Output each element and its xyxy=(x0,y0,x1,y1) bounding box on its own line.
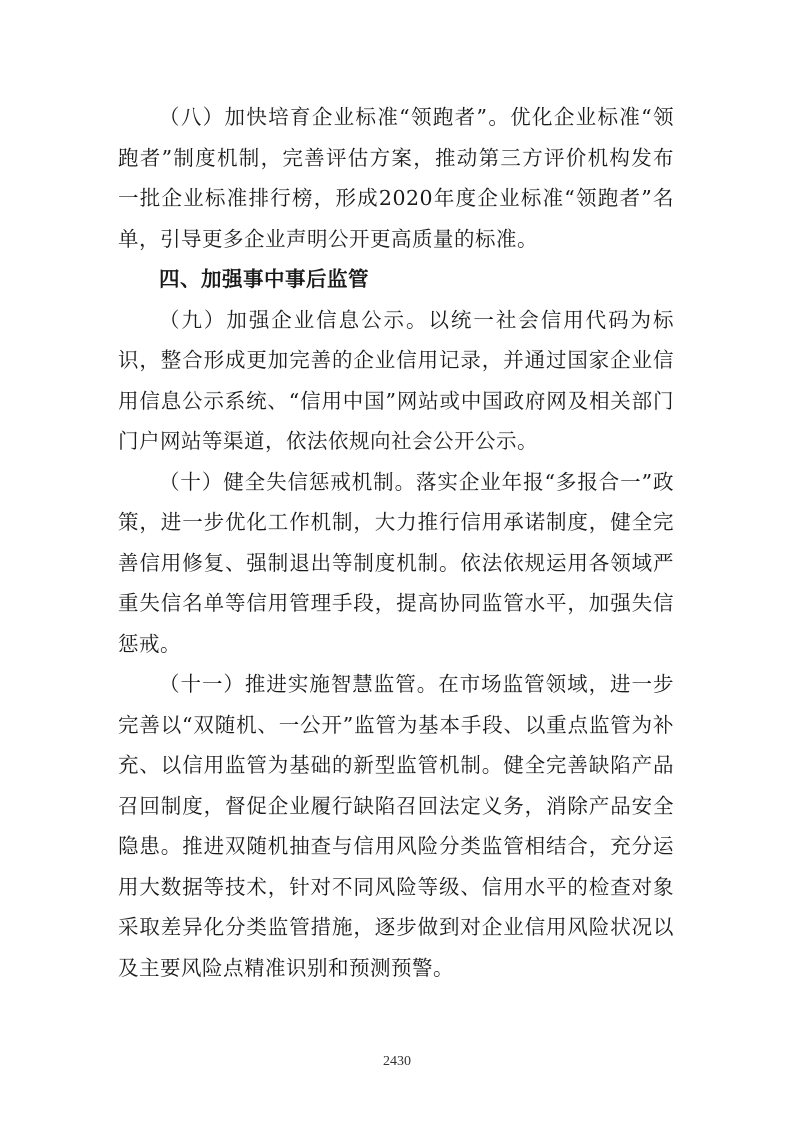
paragraph-item-9: （九）加强企业信息公示。以统一社会信用代码为标识，整合形成更加完善的企业信用记录，并通过国家企业信用信息公示系统、“信用中国”网站或中国政府网及相关部门门户网站等渠道，依法依规向社会公开公示。 xyxy=(118,307,674,453)
section-heading: 四、加强事中事后监管 xyxy=(159,267,369,291)
paragraph-item-8: （八）加快培育企业标准“领跑者”。优化企业标准“领跑者”制度机制，完善评估方案，推动第三方评价机构发布一批企业标准排行榜，形成2020年度企业标准“领跑者”名单，引导更多企业声明公开更高质量的标准。 xyxy=(118,105,674,251)
page-number: 2430 xyxy=(383,1054,411,1069)
document-body xyxy=(118,97,674,988)
paragraph-item-10: （十）健全失信惩戒机制。落实企业年报“多报合一”政策，进一步优化工作机制，大力推行信用承诺制度，健全完善信用修复、强制退出等制度机制。依法依规运用各领域严重失信名单等信用管理手段，提高协同监管水平，加强失信惩戒。 xyxy=(118,469,674,656)
paragraph-item-11: （十一）推进实施智慧监管。在市场监管领域，进一步完善以“双随机、一公开”监管为基本手段、以重点监管为补充、以信用监管为基础的新型监管机制。健全完善缺陷产品召回制度，督促企业履行缺陷召回法定义务，消除产品安全隐患。推进双随机抽查与信用风险分类监管相结合，充分运用大数据等技术，针对不同风险等级、信用水平的检查对象采取差异化分类监管措施，逐步做到对企业信用风险状况以及主要风险点精准识别和预测预警。 xyxy=(118,672,674,980)
